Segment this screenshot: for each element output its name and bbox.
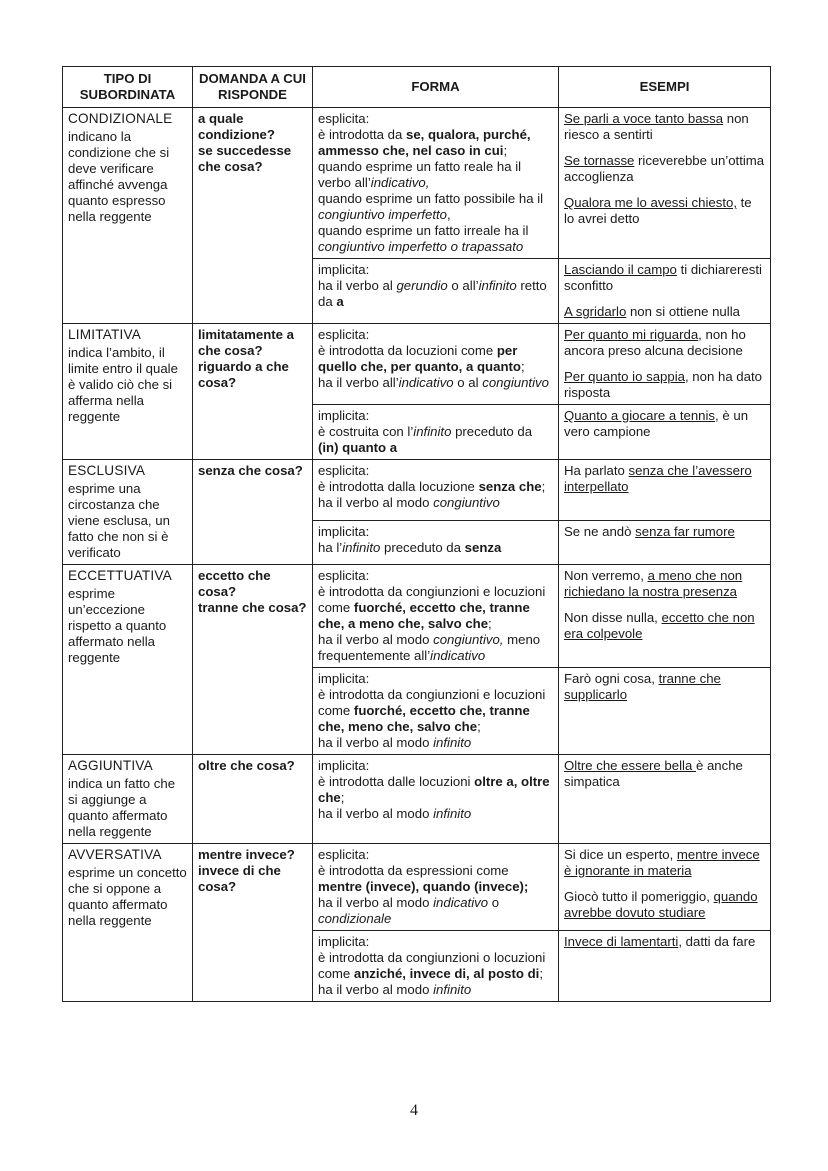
forma-segment: ; bbox=[503, 143, 508, 158]
forma-segment: o all’ bbox=[447, 278, 479, 293]
forma-segment: senza che bbox=[478, 479, 542, 494]
question-text: senza che cosa? bbox=[198, 463, 303, 478]
example-segment: senza far rumore bbox=[635, 524, 735, 540]
subordinata-description: indica l’ambito, il limite entro il quale è valido ciò che si afferma nella reggente bbox=[68, 345, 178, 424]
forma-cell bbox=[313, 565, 559, 668]
example-segment: , datti da fare bbox=[678, 934, 756, 949]
forma-segment: per quello che, per quanto, a quanto bbox=[318, 343, 521, 374]
forma-segment: ha il verbo al modo bbox=[318, 495, 434, 510]
forma-segment: ha il verbo al bbox=[318, 278, 397, 293]
forma-segment: fuorché, eccetto che, tranne che, a meno che, salvo che bbox=[318, 600, 530, 631]
forma-segment: ha il verbo all’ bbox=[318, 375, 399, 390]
forma-segment: infinito bbox=[413, 424, 452, 439]
forma-segment: infinito bbox=[433, 982, 472, 997]
forma-segment: preceduto da bbox=[380, 540, 465, 556]
forma-cell bbox=[313, 108, 559, 259]
forma-line bbox=[318, 540, 553, 556]
example-sentence bbox=[564, 153, 765, 185]
forma-label: esplicita: bbox=[318, 463, 370, 478]
forma-line bbox=[318, 278, 553, 310]
forma-line bbox=[318, 895, 553, 927]
example-segment: Se tornasse bbox=[564, 153, 635, 168]
subordinate-table bbox=[62, 66, 771, 1002]
question-text: a quale condizione? bbox=[198, 111, 275, 142]
forma-line bbox=[318, 584, 553, 632]
page-number: 4 bbox=[410, 1102, 418, 1119]
forma-segment: se, qualora, purché, ammesso che, nel caso in cui bbox=[318, 127, 531, 158]
forma-line bbox=[318, 127, 553, 159]
forma-cell bbox=[313, 931, 559, 1002]
forma-line bbox=[318, 687, 553, 735]
forma-segment: quando esprime un fatto reale ha il verbo all’ bbox=[318, 159, 522, 190]
example-segment: Se ne andò bbox=[564, 524, 636, 540]
table-row bbox=[63, 844, 771, 931]
forma-segment: è introdotta da bbox=[318, 127, 406, 142]
example-segment: eccetto che non era colpevole bbox=[564, 610, 755, 641]
example-sentence bbox=[564, 262, 765, 294]
forma-segment: infinito bbox=[433, 735, 472, 750]
subordinata-name: AGGIUNTIVA bbox=[68, 758, 153, 773]
forma-line bbox=[318, 806, 553, 822]
forma-segment: infinito bbox=[478, 278, 517, 293]
tipo-cell bbox=[63, 565, 193, 755]
forma-segment: fuorché, eccetto che, tranne che, meno che, salvo che bbox=[318, 703, 530, 734]
forma-line bbox=[318, 223, 553, 255]
forma-segment: indicativo bbox=[433, 895, 489, 910]
example-segment: , non ha dato risposta bbox=[564, 369, 762, 400]
forma-line bbox=[318, 982, 553, 998]
forma-segment: è costruita con l’ bbox=[318, 424, 414, 439]
forma-label: esplicita: bbox=[318, 568, 370, 583]
forma-segment: o al bbox=[453, 375, 483, 390]
example-segment: non si ottiene nulla bbox=[626, 304, 740, 319]
forma-segment: (in) quanto a bbox=[318, 440, 398, 455]
forma-segment: è introdotta dalle locuzioni bbox=[318, 774, 475, 789]
esempi-cell bbox=[559, 108, 771, 259]
forma-cell bbox=[313, 405, 559, 460]
subordinata-description: indicano la condizione che si deve verificare affinché avvenga quanto espresso nella reggente bbox=[68, 129, 170, 224]
forma-segment: preceduto da bbox=[451, 424, 533, 439]
forma-segment: gerundio bbox=[396, 278, 448, 293]
forma-line bbox=[318, 424, 553, 456]
example-segment: quando avrebbe dovuto studiare bbox=[564, 889, 758, 920]
forma-cell bbox=[313, 755, 559, 844]
forma-segment: quando esprime un fatto irreale ha il bbox=[318, 223, 529, 238]
example-segment: Oltre che essere bella bbox=[564, 758, 696, 773]
table-row bbox=[63, 324, 771, 405]
forma-segment: mentre (invece), quando (invece); bbox=[318, 879, 529, 894]
forma-segment: congiuntivo imperfetto bbox=[318, 207, 448, 222]
example-sentence bbox=[564, 327, 765, 359]
esempi-cell bbox=[559, 521, 771, 565]
question-text: mentre invece? bbox=[198, 847, 295, 862]
forma-cell bbox=[313, 259, 559, 324]
example-segment: riceverebbe un’ottima accoglienza bbox=[564, 153, 765, 184]
example-segment: Invece di lamentarti bbox=[564, 934, 679, 949]
example-segment: Non verremo, bbox=[564, 568, 648, 583]
forma-segment: condizionale bbox=[318, 911, 392, 926]
forma-segment: ; bbox=[340, 790, 345, 805]
header-tipo: TIPO DI SUBORDINATA bbox=[63, 67, 193, 108]
forma-segment: congiuntivo bbox=[433, 495, 500, 510]
forma-line bbox=[318, 375, 553, 391]
example-segment: senza che l’avessero interpellato bbox=[564, 463, 752, 494]
example-sentence bbox=[564, 195, 765, 227]
example-segment: te lo avrei detto bbox=[564, 195, 752, 226]
subordinata-name: LIMITATIVA bbox=[68, 327, 141, 342]
forma-segment: infinito bbox=[433, 806, 472, 821]
example-sentence bbox=[564, 758, 765, 790]
forma-cell bbox=[313, 460, 559, 521]
example-segment: , non ho ancora preso alcuna decisione bbox=[564, 327, 746, 358]
example-segment: Si dice un esperto, bbox=[564, 847, 677, 862]
tipo-cell bbox=[63, 460, 193, 565]
forma-line bbox=[318, 479, 553, 495]
example-sentence bbox=[564, 568, 765, 600]
example-segment: Non disse nulla, bbox=[564, 610, 662, 625]
question-text: se succedesse che cosa? bbox=[198, 143, 292, 174]
forma-line bbox=[318, 774, 553, 806]
forma-segment: ; bbox=[477, 719, 481, 734]
domanda-cell bbox=[193, 324, 313, 460]
domanda-cell bbox=[193, 755, 313, 844]
forma-segment: ; bbox=[488, 616, 492, 631]
forma-segment: retto da bbox=[318, 278, 547, 309]
forma-label: implicita: bbox=[318, 262, 370, 277]
forma-segment: è introdotta dalla locuzione bbox=[318, 479, 479, 494]
forma-label: implicita: bbox=[318, 758, 370, 773]
subordinata-name: ECCETTUATIVA bbox=[68, 568, 172, 583]
tipo-cell bbox=[63, 108, 193, 324]
question-text: riguardo a che cosa? bbox=[198, 359, 289, 390]
subordinata-name: AVVERSATIVA bbox=[68, 847, 162, 862]
forma-segment: indicativo bbox=[430, 648, 486, 663]
subordinata-name: ESCLUSIVA bbox=[68, 463, 146, 478]
forma-segment: ha il verbo al modo bbox=[318, 632, 434, 647]
esempi-cell bbox=[559, 565, 771, 668]
forma-segment: meno frequentemente all’ bbox=[318, 632, 541, 663]
table-row bbox=[63, 460, 771, 521]
esempi-cell bbox=[559, 405, 771, 460]
example-segment: Ha parlato bbox=[564, 463, 629, 478]
esempi-cell bbox=[559, 324, 771, 405]
example-sentence bbox=[564, 889, 765, 921]
forma-cell bbox=[313, 324, 559, 405]
forma-cell bbox=[313, 521, 559, 565]
forma-segment: ; bbox=[541, 479, 546, 494]
forma-segment: senza bbox=[464, 540, 502, 556]
forma-label: esplicita: bbox=[318, 847, 370, 862]
example-segment: Farò ogni cosa, bbox=[564, 671, 659, 686]
tipo-cell bbox=[63, 755, 193, 844]
forma-label: implicita: bbox=[318, 671, 370, 686]
table-body bbox=[63, 108, 771, 1002]
esempi-cell bbox=[559, 460, 771, 521]
header-esempi: ESEMPI bbox=[559, 67, 771, 108]
header-domanda: DOMANDA A CUI RISPONDE bbox=[193, 67, 313, 108]
example-sentence bbox=[564, 463, 765, 495]
tipo-cell bbox=[63, 324, 193, 460]
domanda-cell bbox=[193, 108, 313, 324]
example-segment: Se parli a voce tanto bassa bbox=[564, 111, 724, 126]
forma-segment: o bbox=[488, 895, 500, 910]
forma-cell bbox=[313, 668, 559, 755]
subordinata-description: esprime una circostanza che viene esclusa, un fatto che non si è verificato bbox=[68, 481, 170, 560]
forma-line bbox=[318, 735, 553, 751]
example-segment: non riesco a sentirti bbox=[564, 111, 749, 142]
domanda-cell bbox=[193, 565, 313, 755]
question-text: eccetto che cosa? bbox=[198, 568, 271, 599]
forma-cell bbox=[313, 844, 559, 931]
forma-line bbox=[318, 495, 553, 511]
esempi-cell bbox=[559, 755, 771, 844]
example-sentence bbox=[564, 934, 765, 950]
forma-line bbox=[318, 191, 553, 223]
example-sentence bbox=[564, 304, 765, 320]
example-sentence bbox=[564, 369, 765, 401]
example-segment: mentre invece è ignorante in materia bbox=[564, 847, 760, 878]
forma-label: implicita: bbox=[318, 934, 370, 949]
example-segment: A sgridarlo bbox=[564, 304, 627, 319]
example-segment: Per quanto mi riguarda bbox=[564, 327, 699, 342]
header-forma: FORMA bbox=[313, 67, 559, 108]
esempi-cell bbox=[559, 259, 771, 324]
subordinata-name: CONDIZIONALE bbox=[68, 111, 173, 126]
forma-segment: è introdotta da congiunzioni o locuzioni come bbox=[318, 950, 546, 981]
example-sentence bbox=[564, 408, 765, 440]
forma-segment: a bbox=[336, 294, 344, 309]
example-sentence bbox=[564, 671, 765, 703]
example-segment: Per quanto io sappia bbox=[564, 369, 685, 384]
example-segment: Quanto a giocare a tennis bbox=[564, 408, 716, 423]
forma-segment: è introdotta da locuzioni come bbox=[318, 343, 497, 358]
forma-segment: è introdotta da congiunzioni e locuzioni come bbox=[318, 584, 546, 615]
example-segment: a meno che non richiedano la nostra presenza bbox=[564, 568, 743, 599]
example-sentence bbox=[564, 610, 765, 642]
question-text: tranne che cosa? bbox=[198, 600, 307, 615]
example-sentence bbox=[564, 524, 765, 540]
domanda-cell bbox=[193, 460, 313, 565]
forma-segment: indicativo, bbox=[370, 175, 430, 190]
example-sentence bbox=[564, 847, 765, 879]
example-segment: Qualora me lo avessi chiesto, bbox=[564, 195, 737, 210]
example-segment: tranne che supplicarlo bbox=[564, 671, 721, 702]
example-segment: è anche simpatica bbox=[564, 758, 743, 789]
forma-label: implicita: bbox=[318, 408, 370, 423]
forma-segment: anziché, invece di, al posto di bbox=[353, 966, 540, 981]
forma-segment: infinito bbox=[342, 540, 381, 556]
example-segment: Giocò tutto il pomeriggio, bbox=[564, 889, 714, 904]
question-text: limitatamente a che cosa? bbox=[198, 327, 295, 358]
forma-segment: ha il verbo al modo bbox=[318, 806, 434, 821]
example-sentence bbox=[564, 111, 765, 143]
forma-segment: ; bbox=[539, 966, 543, 981]
esempi-cell bbox=[559, 931, 771, 1002]
example-segment: ti dichiareresti sconfitto bbox=[564, 262, 762, 293]
header-row bbox=[63, 67, 771, 108]
forma-segment: ha il verbo al modo bbox=[318, 895, 434, 910]
forma-segment: è introdotta da congiunzioni e locuzioni come bbox=[318, 687, 546, 718]
example-segment: , è un vero campione bbox=[564, 408, 749, 439]
forma-segment: quando esprime un fatto possibile ha il bbox=[318, 191, 544, 206]
forma-segment: ; bbox=[520, 359, 525, 374]
subordinata-description: esprime un’eccezione rispetto a quanto affermato nella reggente bbox=[68, 586, 167, 665]
forma-segment: congiuntivo, bbox=[433, 632, 504, 647]
forma-segment: congiuntivo imperfetto o trapassato bbox=[318, 239, 524, 254]
forma-segment: ha il verbo al modo bbox=[318, 982, 434, 997]
forma-label: implicita: bbox=[318, 524, 370, 540]
esempi-cell bbox=[559, 844, 771, 931]
tipo-cell bbox=[63, 844, 193, 1002]
forma-segment: , bbox=[447, 207, 451, 222]
forma-line bbox=[318, 950, 553, 982]
forma-segment: congiuntivo bbox=[482, 375, 549, 390]
forma-segment: ha l’ bbox=[318, 540, 343, 556]
question-text: oltre che cosa? bbox=[198, 758, 295, 773]
subordinata-description: indica un fatto che si aggiunge a quanto affermato nella reggente bbox=[68, 776, 176, 839]
table-row bbox=[63, 755, 771, 844]
table-row bbox=[63, 565, 771, 668]
forma-line bbox=[318, 159, 553, 191]
table-row bbox=[63, 108, 771, 259]
question-text: invece di che cosa? bbox=[198, 863, 281, 894]
forma-label: esplicita: bbox=[318, 327, 370, 342]
esempi-cell bbox=[559, 668, 771, 755]
forma-label: esplicita: bbox=[318, 111, 370, 126]
forma-line bbox=[318, 632, 553, 664]
table-header bbox=[63, 67, 771, 108]
forma-segment: ha il verbo al modo bbox=[318, 735, 434, 750]
forma-line bbox=[318, 863, 553, 895]
forma-segment: è introdotta da espressioni come bbox=[318, 863, 509, 878]
subordinata-description: esprime un concetto che si oppone a quanto affermato nella reggente bbox=[68, 865, 187, 928]
forma-line bbox=[318, 343, 553, 375]
forma-segment: oltre a, oltre che bbox=[318, 774, 550, 805]
forma-segment: indicativo bbox=[398, 375, 454, 390]
example-segment: Lasciando il campo bbox=[564, 262, 677, 277]
domanda-cell bbox=[193, 844, 313, 1002]
